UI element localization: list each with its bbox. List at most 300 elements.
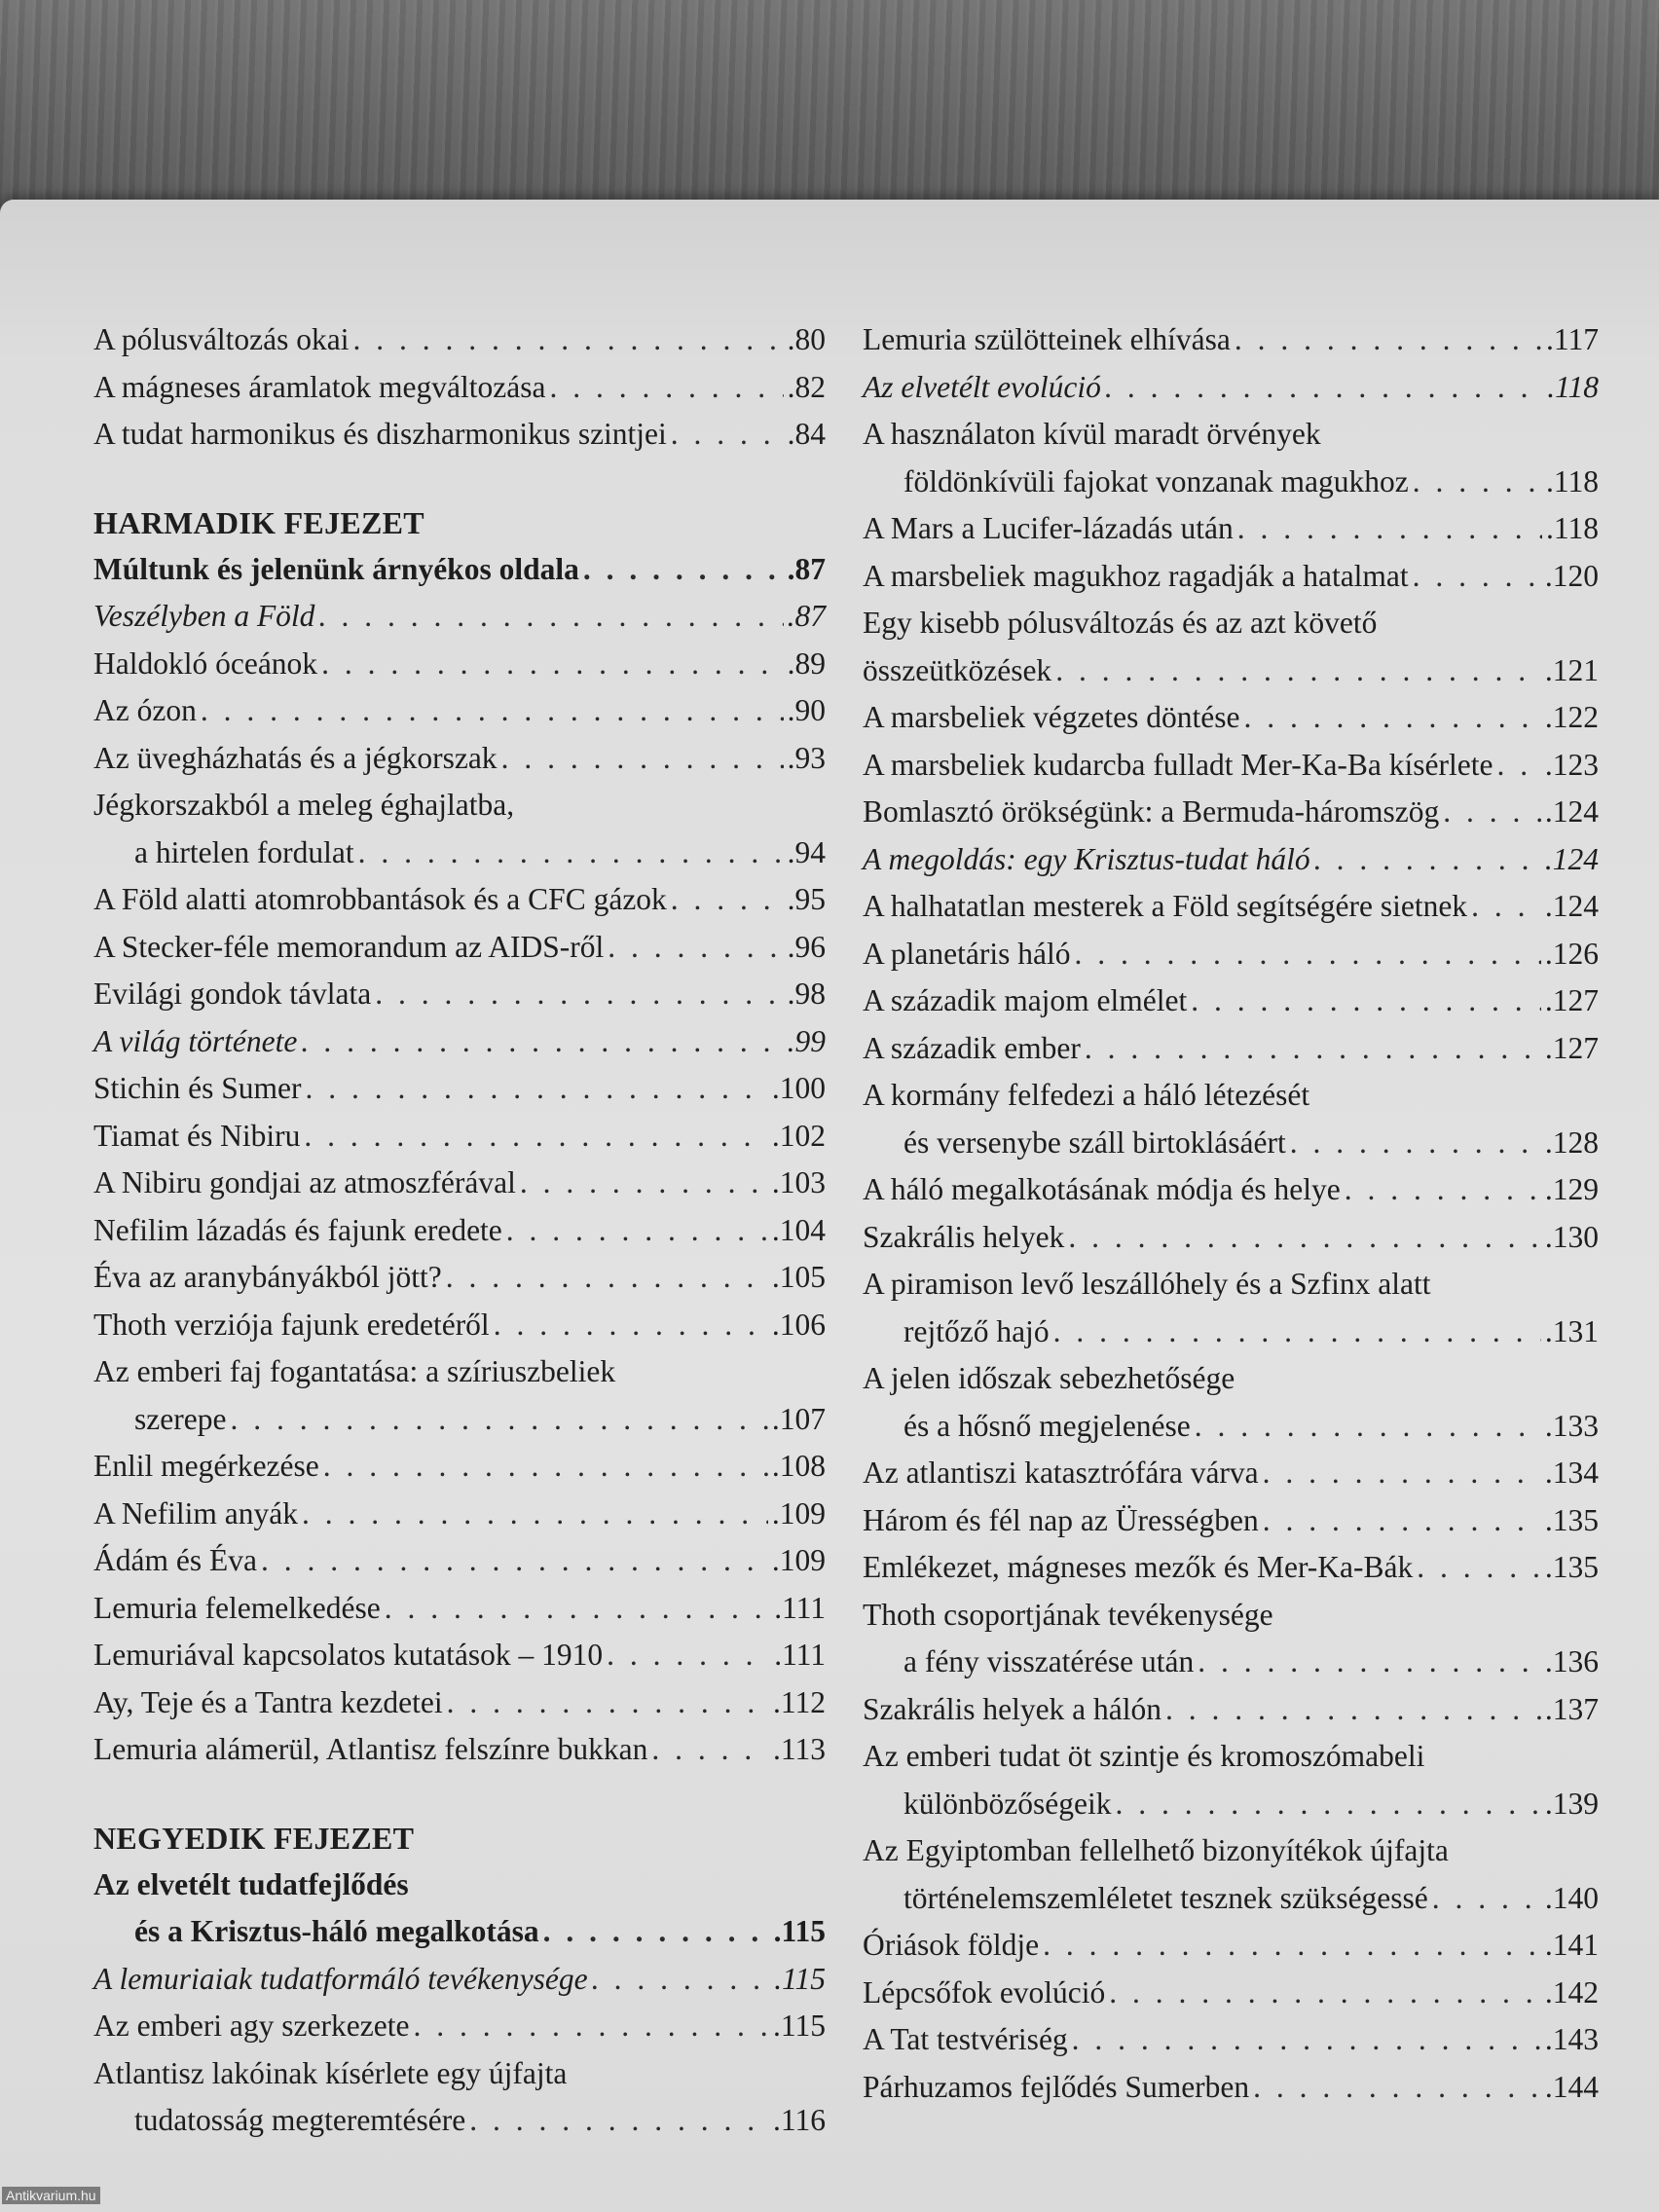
toc-entry[interactable] <box>93 1726 826 1774</box>
page-number: .124 <box>1544 889 1599 923</box>
toc-entry-title: Enlil megérkezése <box>93 1449 319 1483</box>
toc-entry-line <box>863 1025 1599 1073</box>
page-number: .137 <box>1544 1691 1599 1726</box>
toc-entry-line <box>93 641 826 688</box>
dot-leader <box>230 1396 767 1444</box>
dot-leader <box>1471 883 1541 931</box>
toc-entry-line <box>863 1686 1599 1734</box>
toc-entry[interactable] <box>93 1348 826 1443</box>
toc-entry-title: A pólusváltozás okai <box>93 322 350 356</box>
dot-leader <box>1043 1922 1541 1970</box>
toc-entry-line <box>93 876 826 924</box>
toc-entry[interactable] <box>93 1491 826 1538</box>
page-number: .129 <box>1544 1172 1599 1206</box>
toc-entry-line <box>93 735 826 783</box>
page-number: .133 <box>1544 1408 1599 1443</box>
dot-leader <box>375 971 783 1018</box>
toc-entry-title: A Tat testvériség <box>863 2022 1068 2056</box>
page-number: .111 <box>774 1638 826 1672</box>
toc-entry-title: A századik majom elmélet <box>863 983 1188 1017</box>
toc-left-column <box>93 316 826 2145</box>
toc-entry-title: A marsbeliek kudarcba fulladt Mer-Ka-Ba kísérlete <box>863 747 1493 782</box>
toc-entry-title: Három és fél nap az Ürességben <box>863 1502 1259 1537</box>
toc-entry-line <box>93 1679 826 1727</box>
toc-entry-title: Az atlantiszi katasztrófára várva <box>863 1456 1259 1490</box>
toc-entry[interactable] <box>93 1254 826 1302</box>
toc-entry[interactable] <box>863 977 1599 1025</box>
toc-entry-title: A Stecker-féle memorandum az AIDS-ről <box>93 929 605 964</box>
toc-entry-line <box>863 647 1599 695</box>
dot-leader <box>1244 694 1541 742</box>
book-page <box>0 200 1659 2212</box>
toc-entry[interactable] <box>863 2064 1599 2112</box>
toc-entry-line <box>93 316 826 364</box>
toc-entry-title: Lemuria felemelkedése <box>93 1590 381 1625</box>
toc-entry-title: különbözőségeik <box>903 1786 1112 1821</box>
toc-entry-title: Lemuriával kapcsolatos kutatások – 1910 <box>93 1638 604 1672</box>
toc-entry[interactable] <box>93 1160 826 1207</box>
dot-leader <box>323 1443 768 1491</box>
toc-entry-line <box>93 1207 826 1255</box>
dot-leader <box>1443 789 1541 836</box>
toc-entry-title: A tudat harmonikus és diszharmonikus szintjei <box>93 417 667 451</box>
toc-entry-title: Emlékezet, mágneses mezők és Mer-Ka-Bák <box>863 1550 1414 1584</box>
dot-leader <box>520 1160 768 1207</box>
page-number: .143 <box>1544 2022 1599 2056</box>
toc-entry[interactable] <box>93 1207 826 1255</box>
toc-entry-line <box>863 1781 1599 1828</box>
page-number: .121 <box>1544 652 1599 687</box>
page-number: .106 <box>771 1307 826 1342</box>
dot-leader <box>671 411 784 459</box>
toc-entry[interactable] <box>93 1632 826 1679</box>
page-number: .124 <box>1544 841 1599 876</box>
page-number: .117 <box>1546 322 1599 356</box>
dot-leader <box>506 1207 768 1255</box>
toc-entry-title: Az emberi agy szerkezete <box>93 2009 410 2043</box>
page-number: .120 <box>1544 558 1599 593</box>
page-number: .87 <box>787 551 826 586</box>
dot-leader <box>413 2003 769 2050</box>
page-number: .89 <box>787 645 826 681</box>
page-number: .93 <box>787 740 826 775</box>
page-number: .102 <box>771 1118 826 1153</box>
page-number: .82 <box>787 369 826 404</box>
toc-entry-title: Thoth csoportjának tevékenysége <box>863 1597 1273 1632</box>
page-number: .135 <box>1544 1550 1599 1584</box>
toc-entry[interactable] <box>863 694 1599 742</box>
chapter-label: HARMADIK FEJEZET <box>93 504 424 540</box>
toc-entry[interactable] <box>93 2003 826 2050</box>
dot-leader <box>447 1679 769 1727</box>
toc-entry-line <box>93 1018 826 1066</box>
chapter-title[interactable] <box>93 546 826 594</box>
dot-leader <box>306 1065 768 1113</box>
page-number: .118 <box>1546 463 1599 498</box>
toc-entry-title: Éva az aranybányákból jött? <box>93 1260 442 1294</box>
toc-entry[interactable] <box>93 1956 826 2004</box>
toc-entry[interactable] <box>863 1686 1599 1734</box>
page-number: .142 <box>1544 1974 1599 2009</box>
toc-entry[interactable] <box>863 789 1599 836</box>
dot-leader <box>1253 2064 1541 2112</box>
toc-entry-title: Párhuzamos fejlődés Sumerben <box>863 2069 1250 2104</box>
toc-entry-line <box>93 1908 826 1956</box>
dot-leader <box>608 924 783 972</box>
toc-entry[interactable] <box>863 364 1599 412</box>
dot-leader <box>1198 1639 1541 1686</box>
toc-entry-line <box>93 1254 826 1302</box>
toc-entry-title: Lemuria szülötteinek elhívása <box>863 322 1231 356</box>
toc-entry-title: Egy kisebb pólusváltozás és az azt követő <box>863 606 1378 640</box>
toc-entry-title: A lemuriaiak tudatformáló tevékenysége <box>93 1961 588 1996</box>
toc-entry-line <box>863 505 1599 553</box>
dot-leader <box>1413 459 1542 506</box>
page-number: .122 <box>1544 700 1599 734</box>
toc-entry-line <box>93 1862 826 1909</box>
dot-leader <box>1290 1120 1541 1167</box>
toc-entry[interactable] <box>93 641 826 688</box>
toc-entry-title: A megoldás: egy Krisztus-tudat háló <box>863 841 1310 876</box>
toc-entry-line <box>863 1592 1599 1640</box>
page-number: .95 <box>787 882 826 916</box>
page-number: .118 <box>1547 369 1599 404</box>
dot-leader <box>592 1956 771 2004</box>
dot-leader <box>1068 1214 1541 1262</box>
toc-entry-title: A mágneses áramlatok megváltozása <box>93 369 546 404</box>
toc-entry-title: A háló megalkotásának módja és helye <box>863 1172 1341 1206</box>
dot-leader <box>1085 1025 1541 1073</box>
toc-entry[interactable] <box>93 1302 826 1349</box>
toc-entry[interactable] <box>93 1585 826 1633</box>
toc-entry-title: A századik ember <box>863 1030 1081 1065</box>
dot-leader <box>1263 1497 1541 1545</box>
page-number: .105 <box>771 1260 826 1294</box>
toc-entry[interactable] <box>93 924 826 972</box>
toc-entry-line <box>863 789 1599 836</box>
dot-leader <box>607 1632 770 1679</box>
toc-entry-line <box>863 1875 1599 1923</box>
toc-entry-line <box>93 1302 826 1349</box>
toc-entry[interactable] <box>93 316 826 364</box>
toc-entry-line <box>863 931 1599 978</box>
toc-entry[interactable] <box>93 1537 826 1585</box>
toc-entry[interactable] <box>863 553 1599 601</box>
page-number: .112 <box>773 1684 826 1719</box>
page-number: .109 <box>771 1543 826 1577</box>
toc-entry-title: Szakrális helyek <box>863 1219 1065 1254</box>
toc-entry-title: és a hősnő megjelenése <box>903 1408 1191 1443</box>
toc-entry-line <box>863 1166 1599 1214</box>
toc-right-column <box>863 316 1599 2111</box>
toc-entry-line <box>863 2064 1599 2112</box>
toc-entry-title: Múltunk és jelenünk árnyékos oldala <box>93 551 579 586</box>
toc-entry-title: A piramison levő leszállóhely és a Szfinx alatt <box>863 1267 1431 1301</box>
toc-entry-title: A Mars a Lucifer-lázadás után <box>863 511 1234 545</box>
toc-entry-title: A Nefilim anyák <box>93 1495 298 1530</box>
toc-entry-title: Nefilim lázadás és fajunk eredete <box>93 1212 502 1247</box>
dot-leader <box>304 1113 768 1161</box>
toc-entry-line <box>863 1827 1599 1875</box>
toc-entry-line <box>863 1309 1599 1356</box>
toc-entry[interactable] <box>863 1072 1599 1166</box>
toc-entry-line <box>863 1403 1599 1451</box>
toc-entry-line <box>863 1120 1599 1167</box>
toc-entry[interactable] <box>863 836 1599 884</box>
toc-entry[interactable] <box>863 600 1599 694</box>
toc-entry-title: tudatosság megteremtésére <box>134 2103 466 2137</box>
toc-entry-title: Óriások földje <box>863 1928 1040 1962</box>
toc-entry[interactable] <box>863 1970 1599 2017</box>
toc-entry[interactable] <box>863 1166 1599 1214</box>
toc-entry[interactable] <box>93 1065 826 1113</box>
page-number: .94 <box>787 834 826 869</box>
toc-entry-title: Ay, Teje és a Tantra kezdetei <box>93 1684 443 1719</box>
toc-entry[interactable] <box>863 1214 1599 1262</box>
toc-entry[interactable] <box>863 1592 1599 1686</box>
toc-entry[interactable] <box>863 2016 1599 2064</box>
toc-entry-line <box>93 1443 826 1491</box>
toc-entry-line <box>93 971 826 1018</box>
toc-entry-title: Lépcsőfok evolúció <box>863 1974 1106 2009</box>
toc-entry-line <box>863 1970 1599 2017</box>
toc-entry-title: Ádám és Éva <box>93 1543 257 1577</box>
dot-leader <box>318 593 783 641</box>
page-number: .90 <box>787 693 826 727</box>
toc-entry[interactable] <box>863 1827 1599 1922</box>
toc-entry-line <box>93 1113 826 1161</box>
page-number: .136 <box>1544 1644 1599 1678</box>
toc-entry-title: földönkívüli fajokat vonzanak magukhoz <box>903 463 1409 498</box>
dot-leader <box>671 876 784 924</box>
toc-entry-title: Bomlasztó örökségünk: a Bermuda-háromszög <box>863 794 1440 829</box>
dot-leader <box>302 1491 768 1538</box>
toc-entry-line <box>93 1491 826 1538</box>
toc-entry-line <box>863 1733 1599 1781</box>
toc-entry[interactable] <box>863 1733 1599 1827</box>
dot-leader <box>301 1018 783 1066</box>
page-number: .108 <box>771 1449 826 1483</box>
page-number: .107 <box>771 1401 826 1436</box>
page-number: .99 <box>787 1023 826 1058</box>
toc-entry-line <box>93 2003 826 2050</box>
page-number: .115 <box>774 1961 826 1996</box>
toc-entry-line <box>93 1537 826 1585</box>
toc-entry[interactable] <box>93 593 826 641</box>
toc-entry-title: és a Krisztus-háló megalkotása <box>134 1914 539 1948</box>
dot-leader <box>1432 1875 1541 1923</box>
toc-entry[interactable] <box>93 2050 826 2145</box>
page-number: .131 <box>1544 1313 1599 1348</box>
page-number: .127 <box>1544 1030 1599 1065</box>
toc-entry[interactable] <box>93 971 826 1018</box>
toc-entry[interactable] <box>93 782 826 876</box>
dot-leader <box>385 1585 770 1633</box>
toc-entry-line <box>93 411 826 459</box>
toc-entry[interactable] <box>93 735 826 783</box>
toc-entry-line <box>93 924 826 972</box>
toc-entry-title: A jelen időszak sebezhetősége <box>863 1361 1235 1395</box>
toc-entry[interactable] <box>863 411 1599 505</box>
dot-leader <box>1417 1544 1541 1592</box>
dot-leader <box>1055 647 1541 695</box>
toc-entry-line <box>863 1544 1599 1592</box>
toc-entry-line <box>93 1585 826 1633</box>
page-number: .124 <box>1544 794 1599 829</box>
page-number: .115 <box>773 1914 826 1948</box>
toc-entry-title: Az emberi faj fogantatása: a szíriuszbeliek <box>93 1354 616 1388</box>
toc-entry[interactable] <box>93 1113 826 1161</box>
toc-entry-line <box>93 593 826 641</box>
toc-entry-line <box>863 553 1599 601</box>
toc-entry-line <box>863 1922 1599 1970</box>
dot-leader <box>201 687 784 735</box>
dot-leader <box>1497 742 1541 790</box>
toc-entry[interactable] <box>93 1018 826 1066</box>
watermark: Antikvarium.hu <box>2 2187 100 2204</box>
toc-entry-line <box>863 1214 1599 1262</box>
toc-entry-title: Az Egyiptomban fellelhető bizonyítékok újfajta <box>863 1833 1449 1867</box>
toc-entry-title: A Nibiru gondjai az atmoszférával <box>93 1165 516 1199</box>
toc-entry-line <box>863 411 1599 459</box>
toc-entry-line <box>93 2050 826 2098</box>
dot-leader <box>1115 1781 1540 1828</box>
dot-leader <box>651 1726 769 1774</box>
toc-entry-title: a hirtelen fordulat <box>134 834 354 869</box>
toc-entry[interactable] <box>863 1025 1599 1073</box>
toc-entry-line <box>863 694 1599 742</box>
page-number: .84 <box>787 417 826 451</box>
dot-leader <box>1314 836 1541 884</box>
toc-entry-title: Lemuria alámerül, Atlantisz felszínre bukkan <box>93 1732 648 1766</box>
toc-entry-line <box>863 977 1599 1025</box>
toc-entry[interactable] <box>863 1497 1599 1545</box>
toc-entry-title: Az ózon <box>93 693 197 727</box>
toc-entry-line <box>863 600 1599 647</box>
toc-entry-title: Evilági gondok távlata <box>93 977 372 1011</box>
toc-entry-line <box>863 883 1599 931</box>
dot-leader <box>1105 364 1543 412</box>
toc-entry-line <box>863 2016 1599 2064</box>
toc-entry[interactable] <box>863 742 1599 790</box>
page-number: .115 <box>773 2009 826 2043</box>
toc-entry[interactable] <box>863 931 1599 978</box>
toc-entry[interactable] <box>863 505 1599 553</box>
page-number: .100 <box>771 1071 826 1105</box>
page-number: .116 <box>773 2103 826 2137</box>
toc-entry-line <box>93 2097 826 2145</box>
toc-entry-title: Haldokló óceánok <box>93 645 318 681</box>
toc-entry-title: A használaton kívül maradt örvények <box>863 417 1321 451</box>
toc-entry-line <box>863 1497 1599 1545</box>
page-number: .128 <box>1544 1124 1599 1160</box>
toc-entry[interactable] <box>863 1922 1599 1970</box>
page-number: .141 <box>1544 1928 1599 1962</box>
toc-entry[interactable] <box>863 316 1599 364</box>
page-number: .118 <box>1546 511 1599 545</box>
toc-entry-title: A marsbeliek végzetes döntése <box>863 700 1240 734</box>
dot-leader <box>1237 505 1542 553</box>
toc-entry[interactable] <box>863 1355 1599 1450</box>
toc-entry-line <box>863 1261 1599 1309</box>
toc-entry-line <box>93 1348 826 1396</box>
toc-entry[interactable] <box>93 364 826 412</box>
toc-entry-line <box>863 364 1599 412</box>
toc-entry-line <box>863 836 1599 884</box>
toc-entry-title: A világ története <box>93 1023 298 1058</box>
toc-entry-line <box>863 316 1599 364</box>
toc-entry[interactable] <box>93 411 826 459</box>
toc-entry-title: A Föld alatti atomrobbantások és a CFC gázok <box>93 882 667 916</box>
toc-entry-line <box>93 782 826 830</box>
page-number: .135 <box>1544 1502 1599 1537</box>
toc-entry-title: és versenybe száll birtoklásáért <box>903 1124 1286 1160</box>
toc-entry-line <box>863 742 1599 790</box>
page-number: .144 <box>1544 2069 1599 2104</box>
toc-entry-line <box>863 1355 1599 1403</box>
page-number: .104 <box>771 1212 826 1247</box>
dot-leader <box>1235 316 1542 364</box>
toc-entry-line <box>863 1450 1599 1497</box>
toc-entry-title: Stichin és Sumer <box>93 1071 302 1105</box>
toc-entry[interactable] <box>93 1679 826 1727</box>
toc-entry-title: Az elvetélt tudatfejlődés <box>93 1866 409 1901</box>
toc-entry-line <box>93 830 826 877</box>
page-number: .96 <box>787 929 826 964</box>
toc-entry-line <box>93 1632 826 1679</box>
toc-entry-title: történelemszemléletet tesznek szükségessé <box>903 1880 1428 1915</box>
toc-entry[interactable] <box>863 1544 1599 1592</box>
toc-entry-title: Az elvetélt evolúció <box>863 369 1101 404</box>
dot-leader <box>358 830 784 877</box>
toc-entry-title: Az emberi tudat öt szintje és kromoszómabeli <box>863 1739 1425 1773</box>
toc-entry-title: A kormány felfedezi a háló létezését <box>863 1078 1310 1112</box>
page-number: .130 <box>1544 1219 1599 1254</box>
page-number: .113 <box>773 1732 826 1766</box>
dot-leader <box>1072 2016 1541 2064</box>
toc-entry-line <box>93 1160 826 1207</box>
toc-entry[interactable] <box>863 883 1599 931</box>
dot-leader <box>446 1254 768 1302</box>
toc-entry[interactable] <box>863 1261 1599 1355</box>
toc-entry-line <box>863 459 1599 506</box>
wooden-background <box>0 0 1659 209</box>
toc-entry-title: összeütközések <box>863 652 1052 687</box>
toc-entry-line <box>93 1726 826 1774</box>
toc-entry-title: Az üvegházhatás és a jégkorszak <box>93 740 498 775</box>
toc-entry-title: szerepe <box>134 1401 227 1436</box>
dot-leader <box>543 1908 770 1956</box>
page-number: .139 <box>1544 1786 1599 1821</box>
chapter-title[interactable] <box>93 1862 826 1956</box>
dot-leader <box>501 735 784 783</box>
toc-entry[interactable] <box>93 1443 826 1491</box>
toc-entry[interactable] <box>93 876 826 924</box>
dot-leader <box>1413 553 1541 601</box>
toc-entry-line <box>93 1396 826 1444</box>
toc-entry-title: A halhatatlan mesterek a Föld segítségére sietnek <box>863 889 1468 923</box>
page-number: .140 <box>1544 1880 1599 1915</box>
toc-entry-title: A marsbeliek magukhoz ragadják a hatalmat <box>863 558 1409 593</box>
dot-leader <box>352 316 783 364</box>
dot-leader <box>1191 977 1541 1025</box>
toc-entry[interactable] <box>93 687 826 735</box>
dot-leader <box>494 1302 768 1349</box>
toc-entry[interactable] <box>863 1450 1599 1497</box>
toc-entry-title: A planetáris háló <box>863 936 1071 971</box>
page-number: .123 <box>1544 747 1599 782</box>
toc-entry-line <box>93 687 826 735</box>
